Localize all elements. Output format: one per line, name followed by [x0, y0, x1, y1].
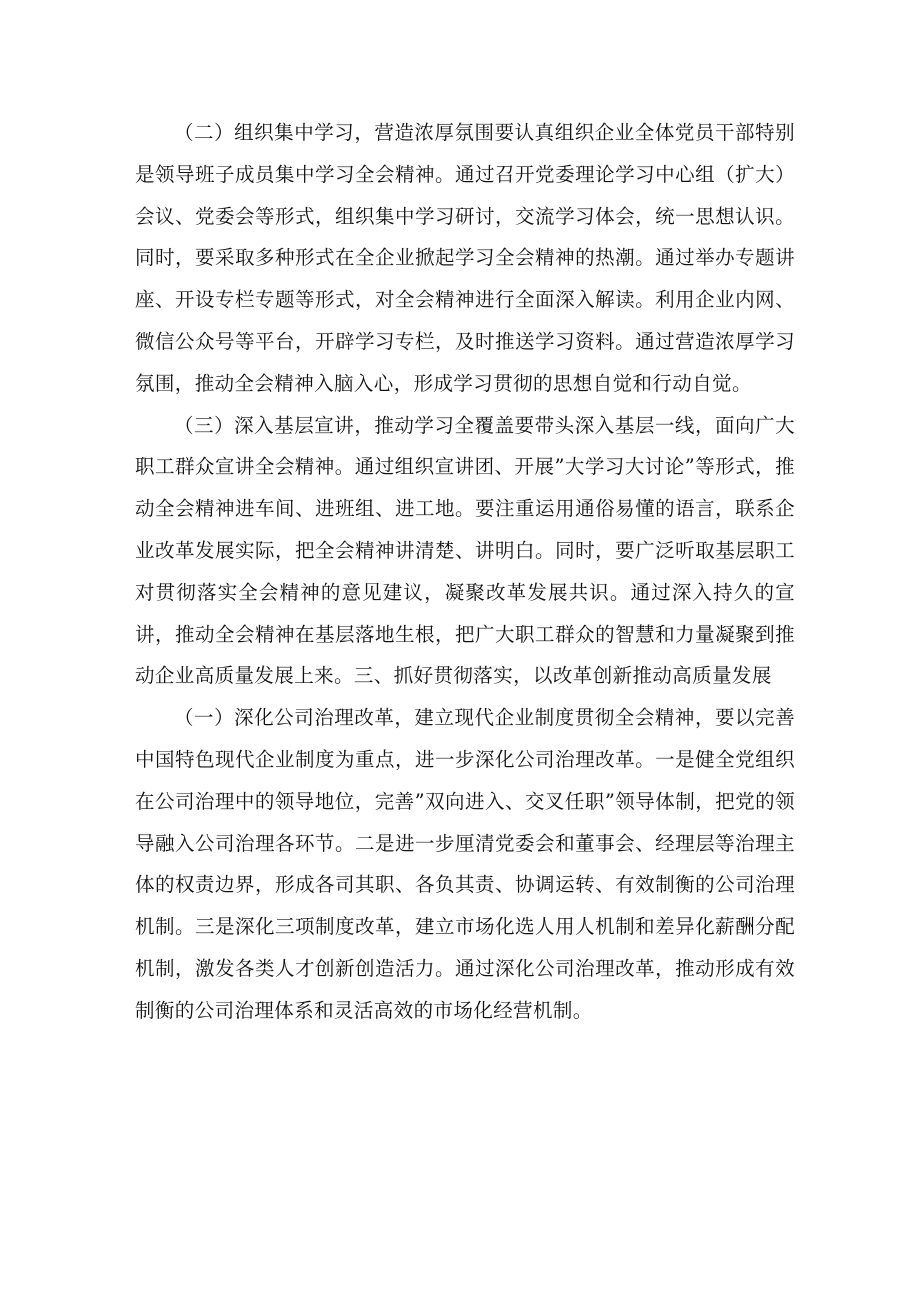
- paragraph-study-organization: （二）组织集中学习，营造浓厚氛围要认真组织企业全体党员干部特别是领导班子成员集中学习全会精神。通过召开党委理论学习中心组（扩大）会议、党委会等形式，组织集中学习研讨，交流学习体会，统一思想认识。同时，要采取多种形式在全企业掀起学习全会精神的热潮。通过举办专题讲座、开设专栏专题等形式，对全会精神进行全面深入解读。利用企业内网、微信公众号等平台，开辟学习专栏，及时推送学习资料。通过营造浓厚学习氛围，推动全会精神入脑入心，形成学习贯彻的思想自觉和行动自觉。: [135, 121, 795, 395]
- document-body: [135, 112, 795, 1032]
- paragraph-governance-reform: （一）深化公司治理改革，建立现代企业制度贯彻全会精神，要以完善中国特色现代企业制度为重点，进一步深化公司治理改革。一是健全党组织在公司治理中的领导地位，完善”双向进入、交叉任职”领导体制，把党的领导融入公司治理各环节。二是进一步厘清党委会和董事会、经理层等治理主体的权责边界，形成各司其职、各负其责、协调运转、有效制衡的公司治理机制。三是深化三项制度改革，建立市场化选人用人机制和差异化薪酬分配机制，激发各类人才创新创造活力。通过深化公司治理改革，推动形成有效制衡的公司治理体系和灵活高效的市场化经营机制。: [135, 706, 795, 1022]
- paragraph-grassroots-outreach: （三）深入基层宣讲，推动学习全覆盖要带头深入基层一线，面向广大职工群众宣讲全会精神。通过组织宣讲团、开展”大学习大讨论”等形式，推动全会精神进车间、进班组、进工地。要注重运用通俗易懂的语言，联系企业改革发展实际，把全会精神讲清楚、讲明白。同时，要广泛听取基层职工对贯彻落实全会精神的意见建议，凝聚改革发展共识。通过深入持久的宣讲，推动全会精神在基层落地生根，把广大职工群众的智慧和力量凝聚到推动企业高质量发展上来。三、抓好贯彻落实，以改革创新推动高质量发展: [135, 413, 795, 688]
